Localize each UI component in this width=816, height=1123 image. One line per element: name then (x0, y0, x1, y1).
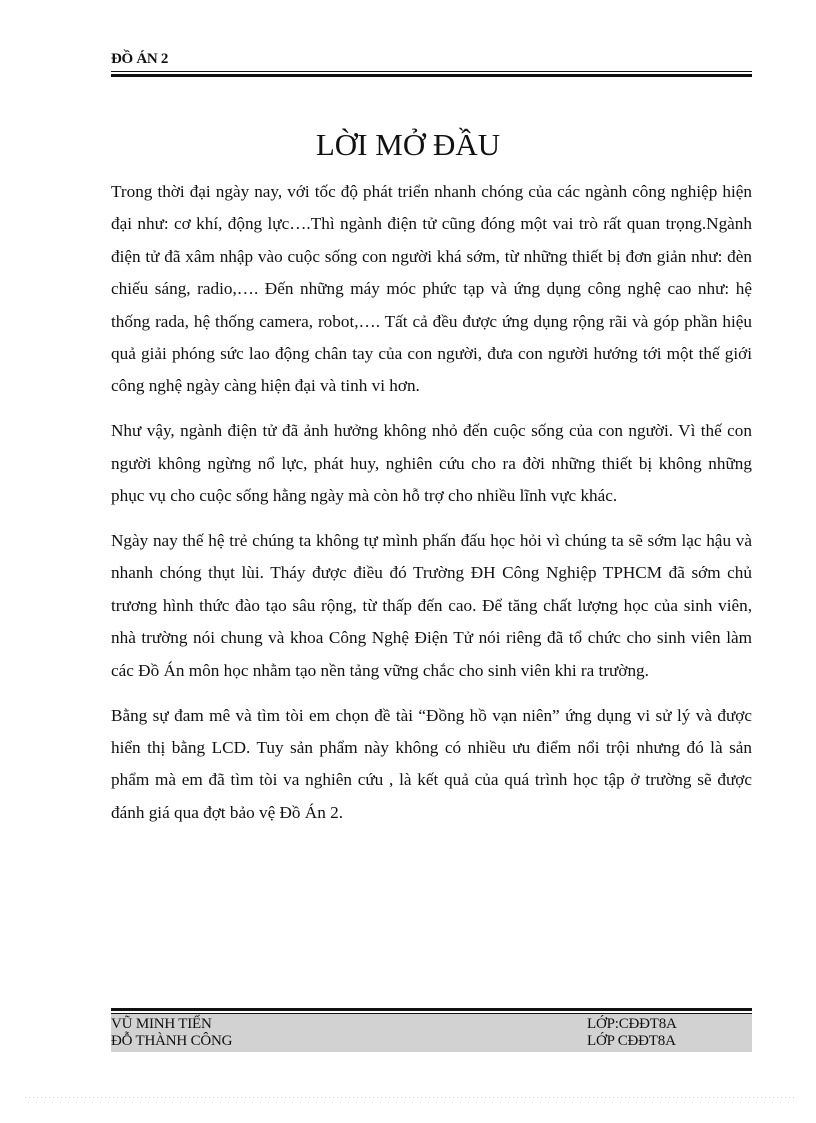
header-divider (111, 71, 752, 77)
footer-band (111, 1014, 752, 1052)
footer-row (111, 1033, 752, 1050)
author-class: LỚP CĐĐT8A (587, 1033, 676, 1049)
page-header (111, 50, 752, 77)
author-name: VŨ MINH TIẾN (111, 1016, 212, 1032)
page-bottom-edge (25, 1097, 796, 1098)
footer-row (111, 1016, 752, 1033)
paragraph: Như vậy, ngành điện tử đã ảnh hưởng không nhỏ đến cuộc sống của con người. Vì thế con người không ngừng nổ lực, phát huy, nghiên cứu cho ra đời những thiết bị không những phục vụ cho cuộc sống hằng ngày mà còn hỗ trợ cho nhiều lĩnh vực khác. (111, 421, 752, 506)
page-footer (111, 1008, 752, 1052)
body-text (111, 176, 752, 842)
running-title: ĐỒ ÁN 2 (111, 51, 169, 67)
author-class: LỚP:CĐĐT8A (587, 1016, 677, 1032)
author-name: ĐỖ THÀNH CÔNG (111, 1033, 233, 1049)
page-title: LỜI MỞ ĐẦU (315, 126, 501, 162)
paragraph: Bằng sự đam mê và tìm tòi em chọn đề tài “Đồng hồ vạn niên” ứng dụng vi sử lý và được hiển thị bằng LCD. Tuy sản phẩm này không có nhiều ưu điểm nổi trội nhưng đó là sản phẩm mà em đã tìm tòi va nghiên cứu , là kết quả của quá trình học tập ở trường sẽ được đánh giá qua đợt bảo vệ Đồ Án 2. (111, 705, 752, 822)
paragraph: Ngày nay thế hệ trẻ chúng ta không tự mình phấn đấu học hỏi vì chúng ta sẽ sớm lạc hậu và nhanh chóng thụt lùi. Tháy được điều đó Trường ĐH Công Nghiệp TPHCM đã sớm chủ trương hình thức đào tạo sâu rộng, từ thấp đến cao. Để tăng chất lượng học của sinh viên, nhà trường nói chung và khoa Công Nghệ Điện Tử nói riêng đã tổ chức cho sinh viên làm các Đồ Án môn học nhằm tạo nền tảng vững chắc cho sinh viên khi ra trường. (111, 531, 752, 680)
paragraph: Trong thời đại ngày nay, với tốc độ phát triển nhanh chóng của các ngành công nghiệp hiện đại như: cơ khí, động lực….Thì ngành điện tử cũng đóng một vai trò rất quan trọng.Ngành điện tử đã xâm nhập vào cuộc sống con người khá sớm, từ những thiết bị đơn giản như: đèn chiếu sáng, radio,…. Đến những máy móc phức tạp và ứng dụng công nghệ cao như: hệ thống rada, hệ thống camera, robot,…. Tất cả đều được ứng dụng rộng rãi và góp phần hiệu quả giải phóng sức lao động chân tay của con người, đưa con người hướng tới một thế giới công nghệ ngày càng hiện đại và tinh vi hơn. (111, 182, 752, 396)
